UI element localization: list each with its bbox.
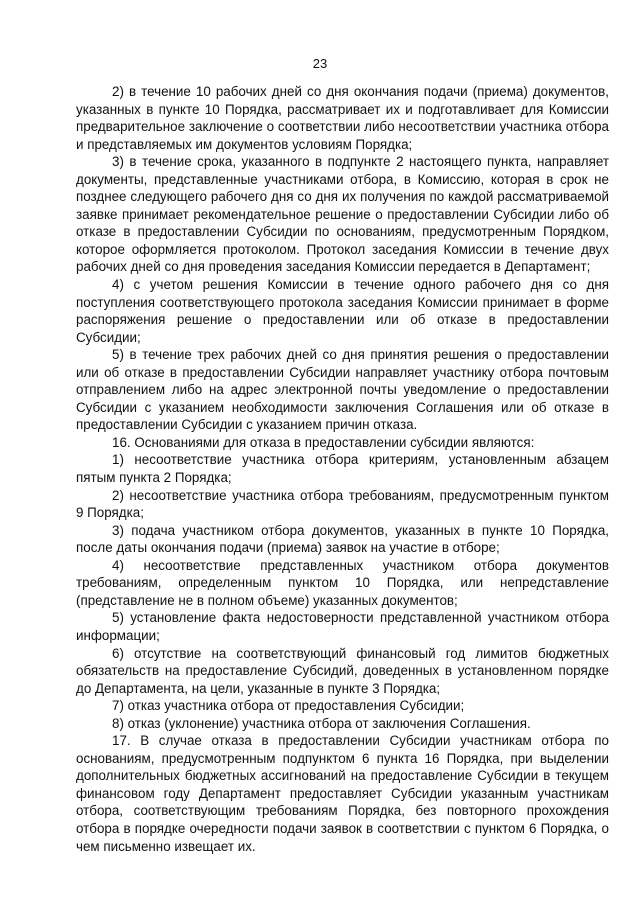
paragraph-16-2: 2) несоответствие участника отбора требованиям, предусмотренным пунктом 9 Порядка;: [76, 487, 609, 521]
paragraph-16-3: 3) подача участником отбора документов, указанных в пункте 10 Порядка, после даты окончания подачи (приема) заявок на участие в отборе;: [76, 522, 609, 556]
paragraph-15-3: 3) в течение срока, указанного в подпункте 2 настоящего пункта, направляет документы, представленные участниками отбора, в Комиссию, которая в срок не позднее следующего рабочего дня со дня их получения по каждой рассматриваемой заявке принимает рекомендательное решение о предоставлении Субсидии либо об отказе в предоставлении Субсидии по основаниям, предусмотренным Порядком, которое оформляется протоколом. Протокол заседания Комиссии в течение двух рабочих дней со дня проведения заседания Комиссии передается в Департамент;: [76, 154, 609, 275]
paragraph-16-4: 4) несоответствие представленных участником отбора документов требованиям, определенным пунктом 10 Порядка, или непредставление (представление не в полном объеме) указанных документов;: [76, 557, 609, 608]
paragraph-16-7: 7) отказ участника отбора от предоставления Субсидии;: [112, 698, 465, 714]
paragraph-15-4: 4) с учетом решения Комиссии в течение одного рабочего дня со дня поступления соответствующего протокола заседания Комиссии принимает в форме распоряжения решение о предоставлении или об отказе в предоставлении Субсидии;: [76, 277, 609, 345]
paragraph-16-5: 5) установление факта недостоверности представленной участником отбора информации;: [76, 610, 609, 643]
paragraph-16-heading: 16. Основаниями для отказа в предоставлении субсидии являются:: [112, 434, 535, 450]
paragraph-15-5: 5) в течение трех рабочих дней со дня принятия решения о предоставлении или об отказе в предоставлении Субсидии направляет участнику отбора почтовым отправлением либо на адрес электронной почты уведомление о предоставлении Субсидии с указанием необходимости заключения Соглашения или об отказе в предоставлении Субсидии с указанием причин отказа.: [76, 347, 609, 433]
paragraph-17: 17. В случае отказа в предоставлении Субсидии участникам отбора по основаниям, предусмотренным подпунктом 6 пункта 16 Порядка, при выделении дополнительных бюджетных ассигнований на предоставление Субсидии в текущем финансовом году Департамент предоставляет Субсидии указанным участникам отбора, соответствующим требованиям Порядка, без повторного прохождения отбора в порядке очередности подачи заявок в соответствии с пунктом 6 Порядка, о чем письменно извещает их.: [76, 733, 609, 854]
paragraph-16-8: 8) отказ (уклонение) участника отбора от заключения Соглашения.: [112, 715, 531, 731]
paragraph-16-6: 6) отсутствие на соответствующий финансовый год лимитов бюджетных обязательств на предоставление Субсидий, доведенных в установленном порядке до Департамента, на цели, указанные в пункте 3 Порядка;: [76, 645, 609, 696]
document-body: [76, 83, 609, 855]
paragraph-16-1: 1) несоответствие участника отбора критериям, установленным абзацем пятым пункта 2 Порядка;: [76, 452, 609, 486]
paragraph-15-2: 2) в течение 10 рабочих дней со дня окончания подачи (приема) документов, указанных в пункте 10 Порядка, рассматривает их и подготавливает для Комиссии предварительное заключение о соответствии либо несоответствии участника отбора и представляемых им документов условиям Порядка;: [76, 84, 609, 152]
page-number: 23: [312, 56, 328, 71]
